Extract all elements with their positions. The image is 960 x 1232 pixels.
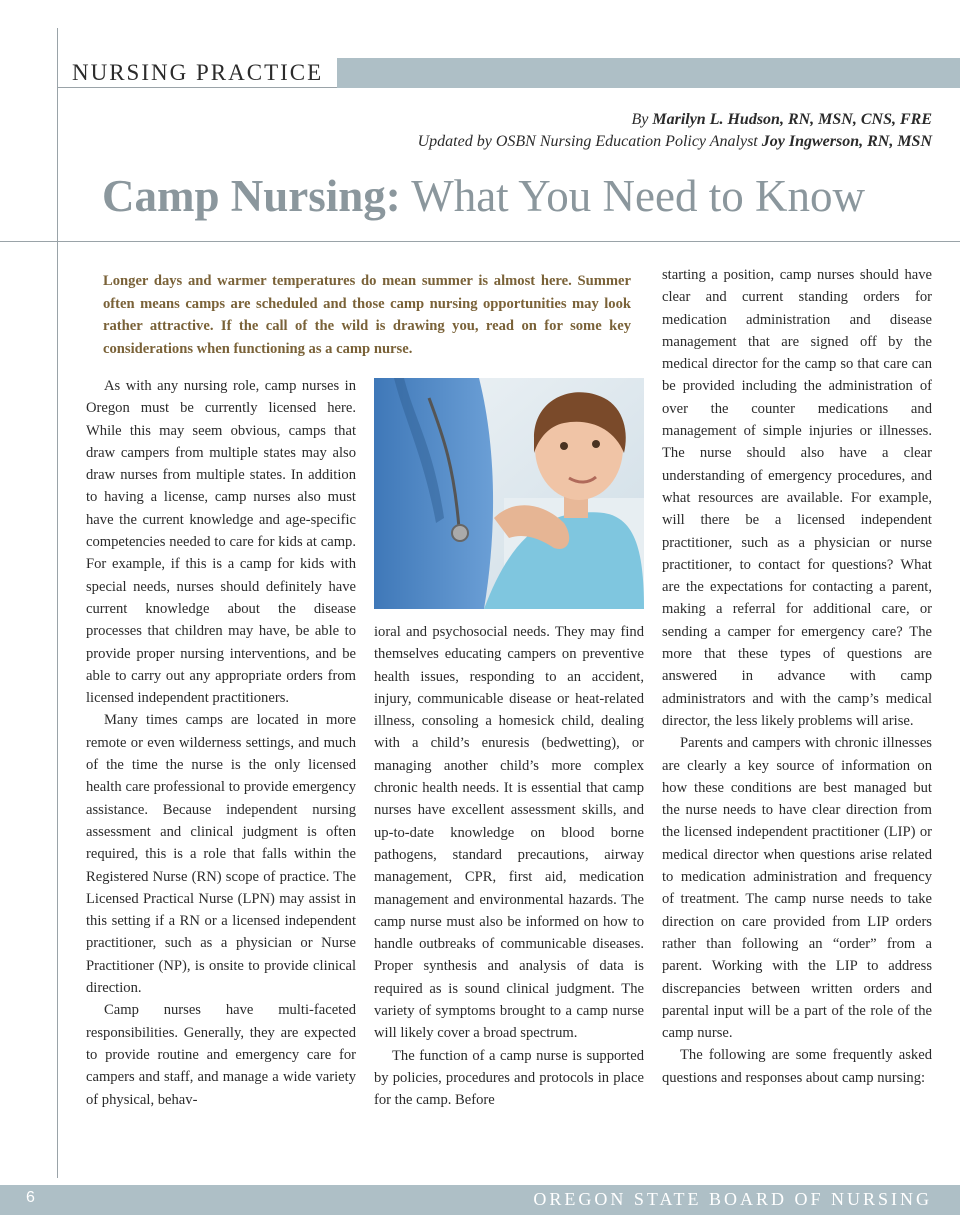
paragraph: The following are some frequently asked questions and responses about camp nursing:	[662, 1047, 932, 1086]
left-margin-rule	[57, 28, 58, 1178]
header-underline	[57, 87, 337, 88]
title-rest: What You Need to Know	[400, 171, 865, 221]
column-2	[374, 621, 644, 1112]
updater-line	[418, 131, 932, 153]
nurse-and-child-photo	[374, 378, 644, 609]
paragraph: ioral and psychosocial needs. They may find themselves educating campers on preventive health issues, responding to an accident, injury, communicable disease or heat-related illness, consoling a homesick child, dealing with a child’s enuresis (bedwetting), or managing another child’s more complex chronic health needs. It is essential that camp nurses have excellent assessment skills, and up-to-date knowledge on blood borne pathogens, standard precautions, airway management, CPR, first aid, medication management and environmental hazards. The camp nurse must also be informed on how to handle outbreaks of communicable diseases. Proper synthesis and analysis of data is required as is sound clinical judgment. The variety of symptoms brought to a camp nurse will likely cover a broad spectrum.	[374, 624, 644, 1042]
author-name: Marilyn L. Hudson, RN, MSN, CNS, FRE	[652, 111, 932, 128]
byline-prefix: By	[631, 111, 653, 128]
author-line	[418, 109, 932, 131]
title-rule	[0, 241, 960, 242]
column-1	[86, 375, 356, 1111]
photo-illustration	[374, 378, 644, 609]
title-bold: Camp Nursing:	[102, 171, 401, 221]
byline	[418, 109, 932, 153]
paragraph: Camp nurses have multi-faceted responsibilities. Generally, they are expected to provide routine and emergency care for campers and staff, and manage a wide variety of physical, behav-	[86, 1002, 356, 1108]
paragraph: Parents and campers with chronic illnesses are clearly a key source of information on how these conditions are best managed but the nurse needs to have clear direction from the licensed independent practitioner (LIP) or medical director when questions arise related to medication administration and frequency of treatment. The camp nurse needs to take direction on care provided from LIP orders rather than following an “order” from a parent. Working with the LIP to address discrepancies between written orders and parental input will be a part of the role of the camp nurse.	[662, 735, 932, 1042]
updater-name: Joy Ingwerson, RN, MSN	[761, 133, 932, 150]
updated-prefix: Updated by OSBN Nursing Education Policy Analyst	[417, 133, 762, 150]
paragraph: Many times camps are located in more remote or even wilderness settings, and much of the time the nurse is the only licensed health care professional to provide emergency assistance. Because independent nursing assessment and clinical judgment is often required, this is a role that falls within the Registered Nurse (RN) scope of practice. The Licensed Practical Nurse (LPN) may assist in this setting if a RN or a licensed independent practitioner, such as a physician or Nurse Practitioner (NP), is onsite to provide clinical direction.	[86, 712, 356, 997]
column-3	[662, 264, 932, 1089]
paragraph: As with any nursing role, camp nurses in Oregon must be currently licensed here. While this may seem obvious, camps that draw campers from multiple states may also draw nurses from multiple states. In addition to having a license, camp nurses also must have the current knowledge and age-specific competencies needed to care for kids at camp. For example, if this is a camp for kids with special needs, nurses should definitely have current knowledge about the disease processes that children may have, be able to provide proper nursing interventions, and be able to carry out any appropriate orders from licensed independent practitioners.	[86, 378, 356, 707]
section-label: NURSING PRACTICE	[72, 60, 324, 85]
paragraph: The function of a camp nurse is supported by policies, procedures and protocols in place for the camp. Before	[374, 1047, 644, 1109]
header-bar	[337, 58, 960, 88]
page-number: 6	[26, 1189, 35, 1206]
article-title	[102, 170, 865, 222]
lede-paragraph: Longer days and warmer temperatures do mean summer is almost here. Summer often means camps are scheduled and those camp nursing opportunities may look rather attractive. If the call of the wild is drawing you, read on for some key considerations when functioning as a camp nurse.	[103, 273, 631, 357]
paragraph: starting a position, camp nurses should have clear and current standing orders for medication administration and disease management that are signed off by the medical director for the camp so that care can be provided including the administration of over the counter medications and management of simple injuries or illnesses. The nurse should also have a clear understanding of emergency procedures, and what resources are available. For example, will there be a licensed independent practitioner, such as a physician or nurse practitioner, to contact for questions? What are the expectations for contacting a parent, making a referral for additional care, or sending a camper for emergency care? The more that these types of questions are answered in advance with camp administrators and with the camp’s medical director, the less likely problems will arise.	[662, 267, 932, 729]
publication-name: OREGON STATE BOARD OF NURSING	[533, 1189, 932, 1209]
